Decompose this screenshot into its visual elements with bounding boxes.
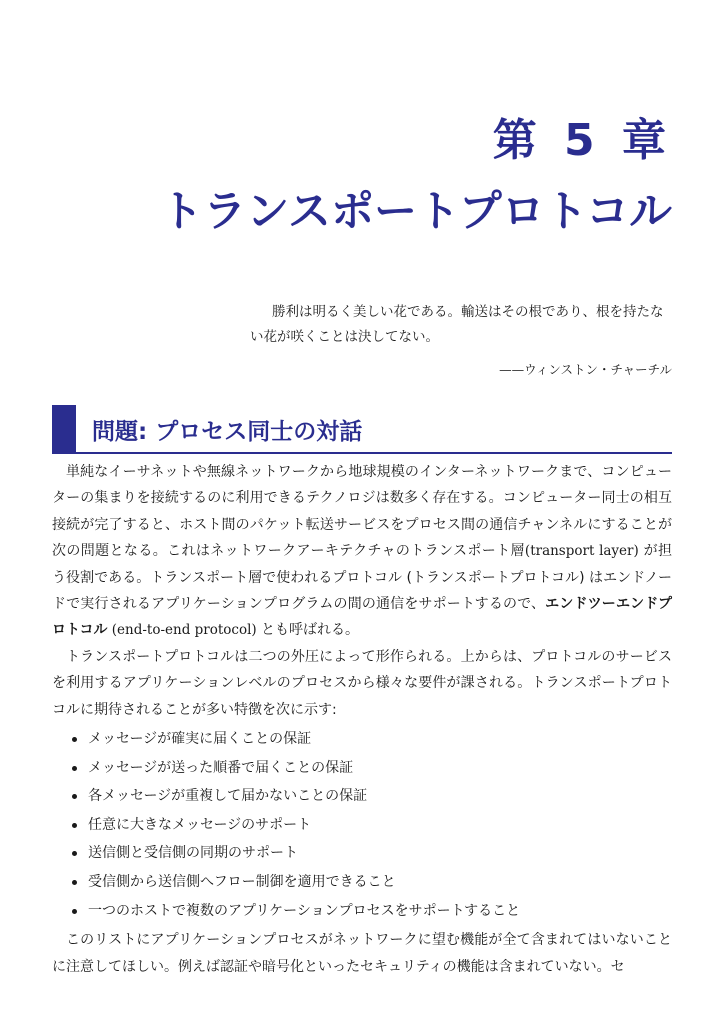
term-end-to-end: エンドツーエンドプロトコル	[52, 596, 672, 639]
feature-list	[52, 725, 672, 925]
paragraph-intro	[52, 459, 672, 644]
paragraph-intro-part1: 単純なイーサネットや無線ネットワークから地球規模のインターネットワークまで、コンピューターの集まりを接続するのに利用できるテクノロジは数多く存在する。コンピューター同士の相互接続が完了すると、ホスト間のパケット転送サービスをプロセス間の通信チャンネルにすることが次の問題となる。これはネットワークアーキテクチャのトランスポート層	[52, 464, 672, 560]
paragraph-intro-part3: とも呼ばれる。	[260, 622, 359, 639]
paragraph-note: このリストにアプリケーションプロセスがネットワークに望む機能が全て含まれてはいないことに注意してほしい。例えば認証や暗号化といったセキュリティの機能は含まれていない。セ	[52, 932, 672, 975]
list-item: 各メッセージが重複して届かないことの保証	[52, 782, 672, 811]
list-item: メッセージが送った順番で届くことの保証	[52, 754, 672, 783]
section-heading	[52, 405, 672, 454]
epigraph	[250, 300, 672, 350]
list-item: 一つのホストで複数のアプリケーションプロセスをサポートすること	[52, 897, 672, 926]
section-heading-text: 問題: プロセス同士の対話	[92, 419, 363, 445]
list-item: 送信側と受信側の同期のサポート	[52, 839, 672, 868]
epigraph-attribution: ——ウィンストン・チャーチル	[499, 362, 672, 377]
section-heading-bar	[52, 405, 76, 452]
term-transport-layer: (transport layer)	[524, 543, 639, 560]
list-item: 任意に大きなメッセージのサポート	[52, 811, 672, 840]
paragraph-forces: トランスポートプロトコルは二つの外圧によって形作られる。上からは、プロトコルのサービスを利用するアプリケーションレベルのプロセスから様々な要件が課される。トランスポートプロトコルに期待されることが多い特徴を次に示す:	[52, 648, 672, 718]
list-item: 受信側から送信側へフロー制御を適用できること	[52, 868, 672, 897]
epigraph-quote: 勝利は明るく美しい花である。輸送はその根であり、根を持たない花が咲くことは決してない。	[250, 304, 664, 345]
term-end-to-end-en: (end-to-end protocol)	[107, 622, 261, 639]
paragraph-intro-part2: が担う役割である。トランスポート層で使われるプロトコル (トランスポートプロトコル) はエンドノードで実行されるアプリケーションプログラムの間の通信をサポートするので、	[52, 543, 673, 613]
chapter-number: 第 5 章	[492, 115, 672, 166]
body-text	[52, 459, 672, 980]
list-item: メッセージが確実に届くことの保証	[52, 725, 672, 754]
chapter-title: トランスポートプロトコル	[160, 187, 672, 237]
